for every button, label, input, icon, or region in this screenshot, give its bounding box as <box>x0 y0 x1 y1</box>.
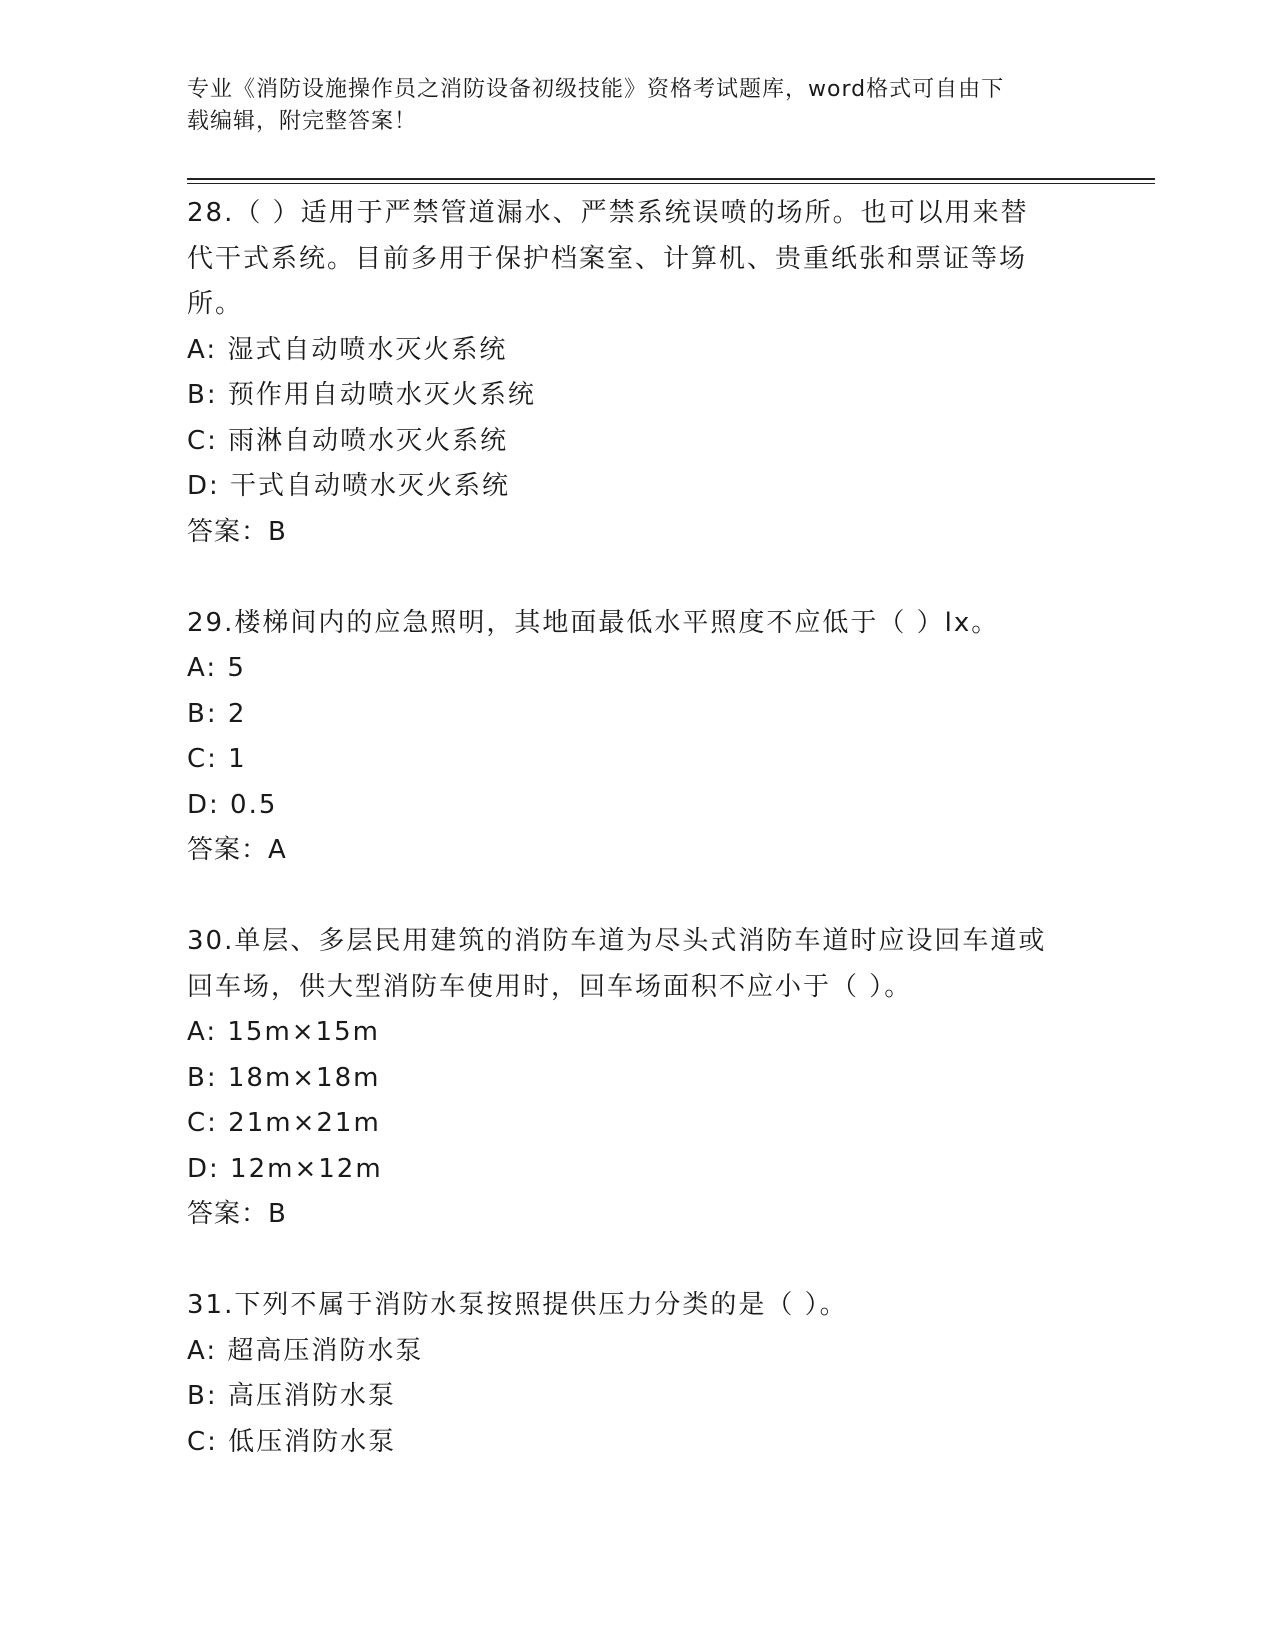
option-c: C: 21m×21m <box>187 1108 381 1138</box>
option-b: B: 2 <box>187 698 247 729</box>
option-a: A: 15m×15m <box>187 1017 380 1047</box>
question-spacer <box>187 1238 1087 1284</box>
question-text-line: 30.单层、多层民用建筑的消防车道为尽头式消防车道时应设回车道或 <box>187 926 1047 956</box>
option-c: C: 低压消防水泵 <box>187 1426 397 1457</box>
option-c: C: 雨淋自动喷水灭火系统 <box>187 425 509 456</box>
question-text-line: 所。 <box>187 289 244 319</box>
question-text-line: 31.下列不属于消防水泵按照提供压力分类的是（ ）。 <box>187 1290 848 1320</box>
option-a: A: 5 <box>187 653 246 683</box>
question-block <box>187 1283 1087 1465</box>
option-d: D: 0.5 <box>187 789 278 820</box>
header-divider-thick <box>187 178 1155 180</box>
option-a: A: 超高压消防水泵 <box>187 1335 424 1366</box>
question-list <box>187 191 1087 1465</box>
option-b: B: 预作用自动喷水灭火系统 <box>187 380 536 410</box>
question-block <box>187 919 1087 1238</box>
header-line-1: 专业《消防设施操作员之消防设备初级技能》资格考试题库，word格式可自由下 <box>187 77 1005 102</box>
document-header <box>187 74 1087 138</box>
question-spacer <box>187 874 1087 920</box>
option-c: C: 1 <box>187 744 247 774</box>
question-spacer <box>187 555 1087 601</box>
question-block <box>187 191 1087 555</box>
option-d: D: 12m×12m <box>187 1153 383 1184</box>
answer-line: 答案：B <box>187 516 287 547</box>
option-b: B: 18m×18m <box>187 1062 381 1093</box>
answer-line: 答案：B <box>187 1199 287 1229</box>
question-block <box>187 601 1087 874</box>
header-line-2: 载编辑，附完整答案！ <box>187 109 418 134</box>
option-a: A: 湿式自动喷水灭火系统 <box>187 334 508 365</box>
question-text-line: 回车场，供大型消防车使用时，回车场面积不应小于（ ）。 <box>187 971 913 1002</box>
option-d: D: 干式自动喷水灭火系统 <box>187 471 511 501</box>
option-b: B: 高压消防水泵 <box>187 1381 396 1411</box>
question-text-line: 29.楼梯间内的应急照明，其地面最低水平照度不应低于（ ）lx。 <box>187 607 1000 638</box>
question-text-line: 代干式系统。目前多用于保护档案室、计算机、贵重纸张和票证等场 <box>187 243 1028 274</box>
question-text-line: 28.（ ）适用于严禁管道漏水、严禁系统误喷的场所。也可以用来替 <box>187 198 1029 228</box>
answer-line: 答案：A <box>187 835 287 865</box>
header-divider-thin <box>187 183 1155 184</box>
